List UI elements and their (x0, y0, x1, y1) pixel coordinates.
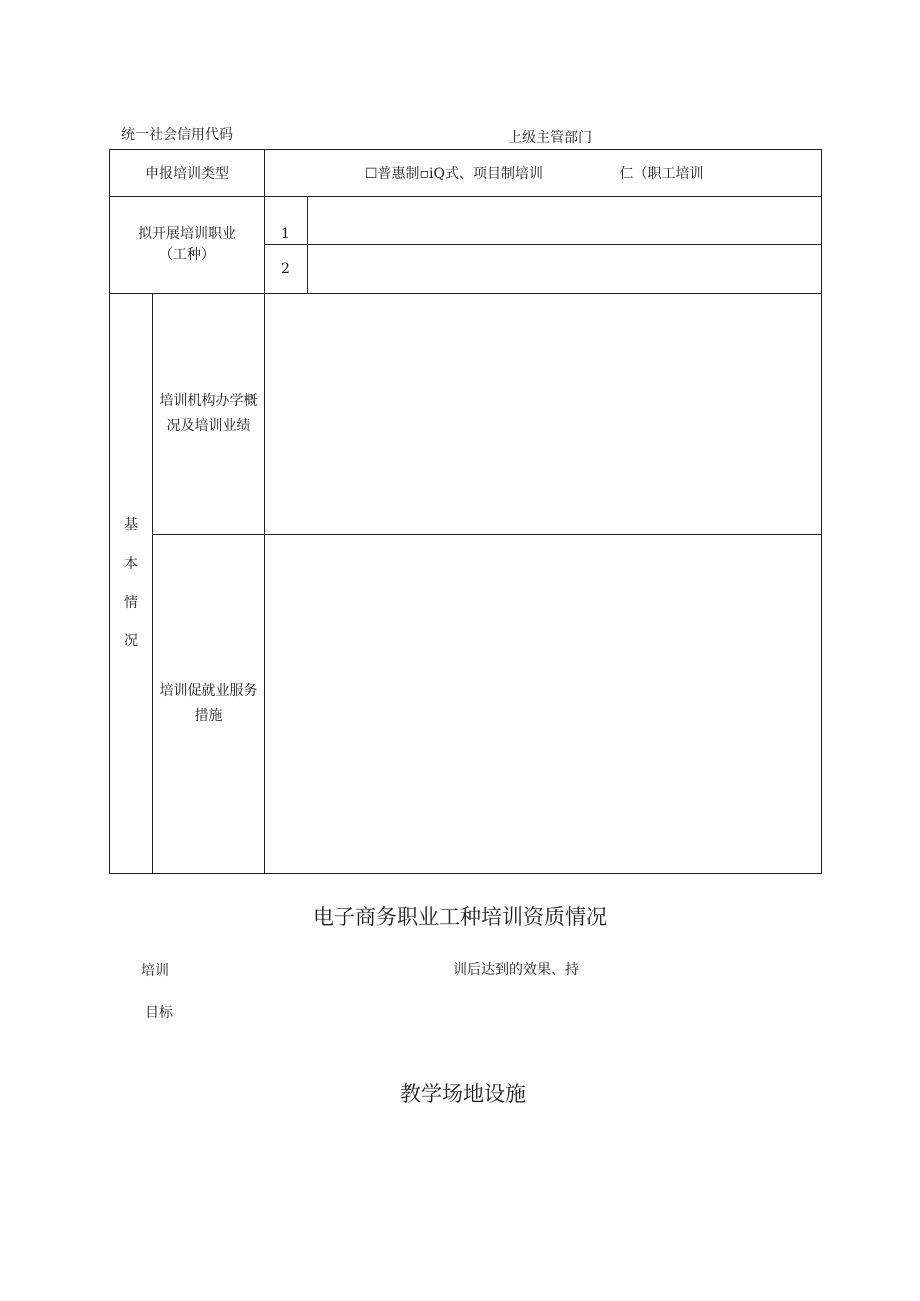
employment-label (153, 535, 265, 874)
basic-char-4: 况 (124, 633, 138, 650)
occupation-num-1: 1 (265, 197, 308, 245)
overview-row (110, 294, 822, 535)
employment-row (110, 535, 822, 874)
type-option-worker[interactable]: 仁（职工培训 (619, 166, 704, 182)
basic-char-3: 情 (124, 594, 138, 611)
training-type-options (265, 150, 822, 197)
training-goal-label-line2: 目标 (145, 1005, 173, 1021)
occupation-num-2: 2 (265, 245, 308, 294)
occupation-label-line2: （工种） (159, 247, 215, 263)
application-form-table (109, 149, 822, 874)
overview-label (153, 294, 265, 535)
credit-code-label: 统一社会信用代码 (121, 127, 233, 143)
ecommerce-section-title: 电子商务职业工种培训资质情况 (313, 905, 607, 929)
supervisor-label: 上级主管部门 (508, 130, 592, 146)
employment-input[interactable] (265, 535, 822, 874)
occupation-row-1 (110, 197, 822, 245)
overview-label-line1: 培训机构办学概 (159, 392, 258, 409)
type-option-inclusive[interactable]: ☐普惠制▫iQ式、项目制培训 (365, 166, 543, 182)
basic-char-1: 基 (124, 516, 138, 533)
occupation-label-line1: 拟开展培训职业 (138, 226, 236, 242)
basic-situation-label (110, 294, 153, 874)
facilities-section-title: 教学场地设施 (400, 1082, 526, 1106)
training-type-row (110, 150, 822, 197)
occupation-input-1[interactable] (308, 197, 822, 245)
training-goal-label-line1: 培训 (141, 963, 169, 979)
overview-input[interactable] (265, 294, 822, 535)
occupation-input-2[interactable] (308, 245, 822, 294)
overview-label-line2: 况及培训业绩 (166, 418, 251, 434)
employment-label-line2: 措施 (194, 708, 223, 724)
training-goal-text: 训后达到的效果、持 (453, 962, 579, 978)
basic-char-2: 本 (124, 555, 138, 572)
employment-label-line1: 培训促就业服务 (159, 682, 258, 699)
occupation-label (110, 197, 265, 294)
training-type-label: 申报培训类型 (110, 150, 265, 197)
